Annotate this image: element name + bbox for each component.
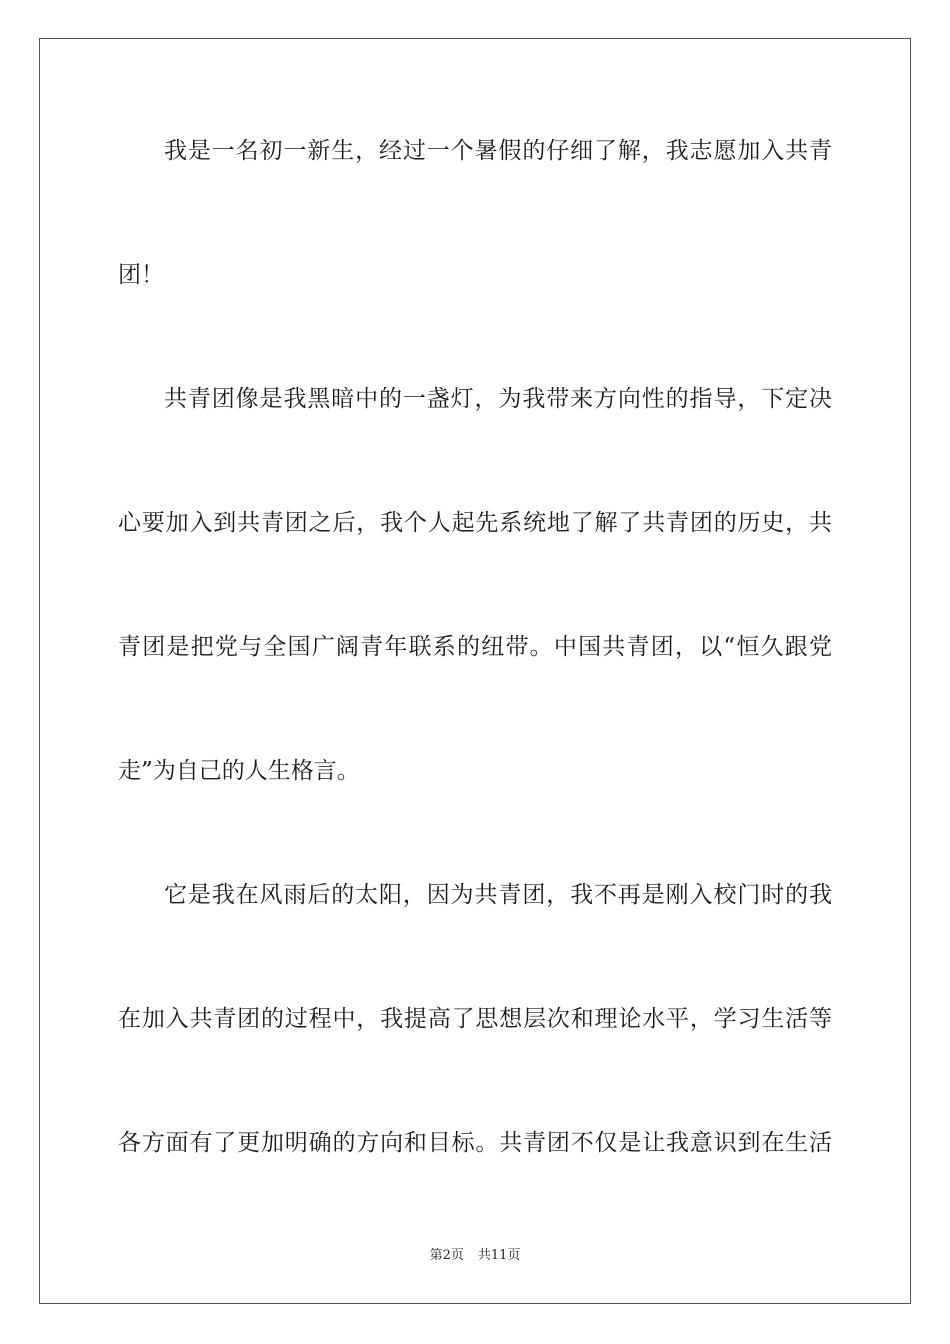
paragraph-4-line-1: 在加入共青团的过程中，我提高了思想层次和理论水平，学习生活等 [118,1006,832,1032]
paragraph-2-line-2: 心要加入到共青团之后，我个人起先系统地了解了共青团的历史，共 [118,510,832,536]
paragraph-2-line-1: 共青团像是我黑暗中的一盏灯，为我带来方向性的指导，下定决 [164,386,832,412]
page-number: 第2页 [429,1248,464,1263]
paragraph-4-line-2: 各方面有了更加明确的方向和目标。共青团不仅是让我意识到在生活 [118,1130,832,1156]
paragraph-1-line-1: 我是一名初一新生，经过一个暑假的仔细了解，我志愿加入共青 [164,138,832,164]
paragraph-2-line-4: 走”为自己的人生格言。 [118,758,360,784]
paragraph-1-line-2: 团！ [118,262,164,288]
paragraph-2-line-3: 青团是把党与全国广阔青年联系的纽带。中国共青团，以“恒久跟党 [118,634,832,660]
page-border [39,38,911,1304]
paragraph-3-line-1: 它是我在风雨后的太阳，因为共青团，我不再是刚入校门时的我 [164,882,832,908]
page-total: 共11页 [477,1248,521,1263]
page-footer [0,1247,950,1265]
